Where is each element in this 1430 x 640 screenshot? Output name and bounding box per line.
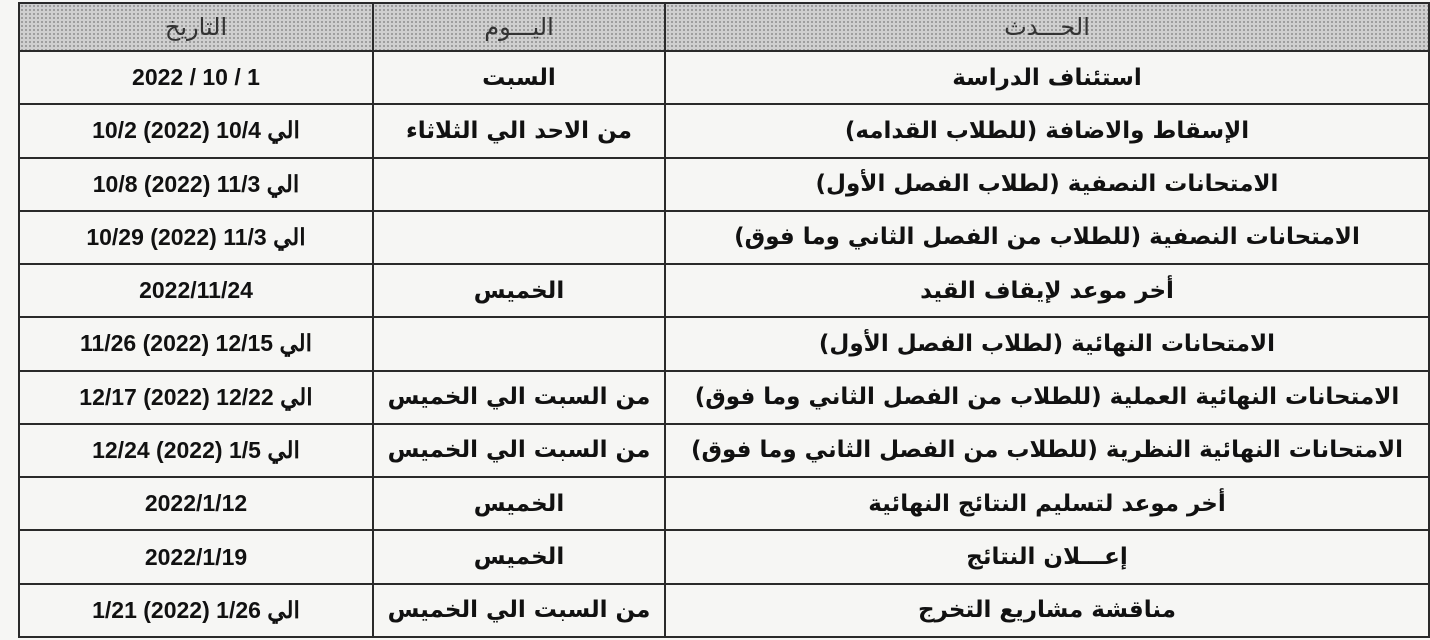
table-row bbox=[19, 51, 1429, 104]
table-row bbox=[19, 371, 1429, 424]
event-cell: الامتحانات النهائية (لطلاب الفصل الأول) bbox=[665, 317, 1429, 370]
day-cell: من السبت الي الخميس bbox=[373, 424, 665, 477]
day-cell: الخميس bbox=[373, 477, 665, 530]
day-cell bbox=[373, 211, 665, 264]
table-row bbox=[19, 264, 1429, 317]
event-cell: الإسقاط والاضافة (للطلاب القدامه) bbox=[665, 104, 1429, 157]
table-row bbox=[19, 317, 1429, 370]
date-cell: 2022/11/24 bbox=[19, 264, 373, 317]
date-cell: 10/2 الي 10/4 (2022) bbox=[19, 104, 373, 157]
day-cell: من السبت الي الخميس bbox=[373, 371, 665, 424]
date-cell: 10/8 الي 11/3 (2022) bbox=[19, 158, 373, 211]
event-cell: مناقشة مشاريع التخرج bbox=[665, 584, 1429, 637]
event-cell: الامتحانات النهائية النظرية (للطلاب من الفصل الثاني وما فوق) bbox=[665, 424, 1429, 477]
table-row bbox=[19, 158, 1429, 211]
event-cell: أخر موعد لتسليم النتائج النهائية bbox=[665, 477, 1429, 530]
day-cell: السبت bbox=[373, 51, 665, 104]
event-cell: استئناف الدراسة bbox=[665, 51, 1429, 104]
header-date: التاريخ bbox=[19, 3, 373, 51]
event-cell: الامتحانات النصفية (لطلاب الفصل الأول) bbox=[665, 158, 1429, 211]
date-cell: 12/24 الي 1/5 (2022) bbox=[19, 424, 373, 477]
date-cell: 10/29 الي 11/3 (2022) bbox=[19, 211, 373, 264]
event-cell: الامتحانات النهائية العملية (للطلاب من الفصل الثاني وما فوق) bbox=[665, 371, 1429, 424]
day-cell: من السبت الي الخميس bbox=[373, 584, 665, 637]
day-cell bbox=[373, 317, 665, 370]
day-cell: الخميس bbox=[373, 264, 665, 317]
date-cell: 2022 / 10 / 1 bbox=[19, 51, 373, 104]
table-row bbox=[19, 584, 1429, 637]
day-cell: الخميس bbox=[373, 530, 665, 583]
table-row bbox=[19, 424, 1429, 477]
event-cell: إعـــلان النتائج bbox=[665, 530, 1429, 583]
date-cell: 12/17 الي 12/22 (2022) bbox=[19, 371, 373, 424]
table-row bbox=[19, 530, 1429, 583]
header-event: الحـــدث bbox=[665, 3, 1429, 51]
date-cell: 2022/1/19 bbox=[19, 530, 373, 583]
table-row bbox=[19, 211, 1429, 264]
event-cell: الامتحانات النصفية (للطلاب من الفصل الثاني وما فوق) bbox=[665, 211, 1429, 264]
event-cell: أخر موعد لإيقاف القيد bbox=[665, 264, 1429, 317]
date-cell: 2022/1/12 bbox=[19, 477, 373, 530]
header-day: اليـــوم bbox=[373, 3, 665, 51]
table-row bbox=[19, 104, 1429, 157]
table-row bbox=[19, 477, 1429, 530]
academic-calendar-table bbox=[18, 2, 1430, 638]
date-cell: 11/26 الي 12/15 (2022) bbox=[19, 317, 373, 370]
header-row bbox=[19, 3, 1429, 51]
day-cell bbox=[373, 158, 665, 211]
date-cell: 1/21 الي 1/26 (2022) bbox=[19, 584, 373, 637]
day-cell: من الاحد الي الثلاثاء bbox=[373, 104, 665, 157]
